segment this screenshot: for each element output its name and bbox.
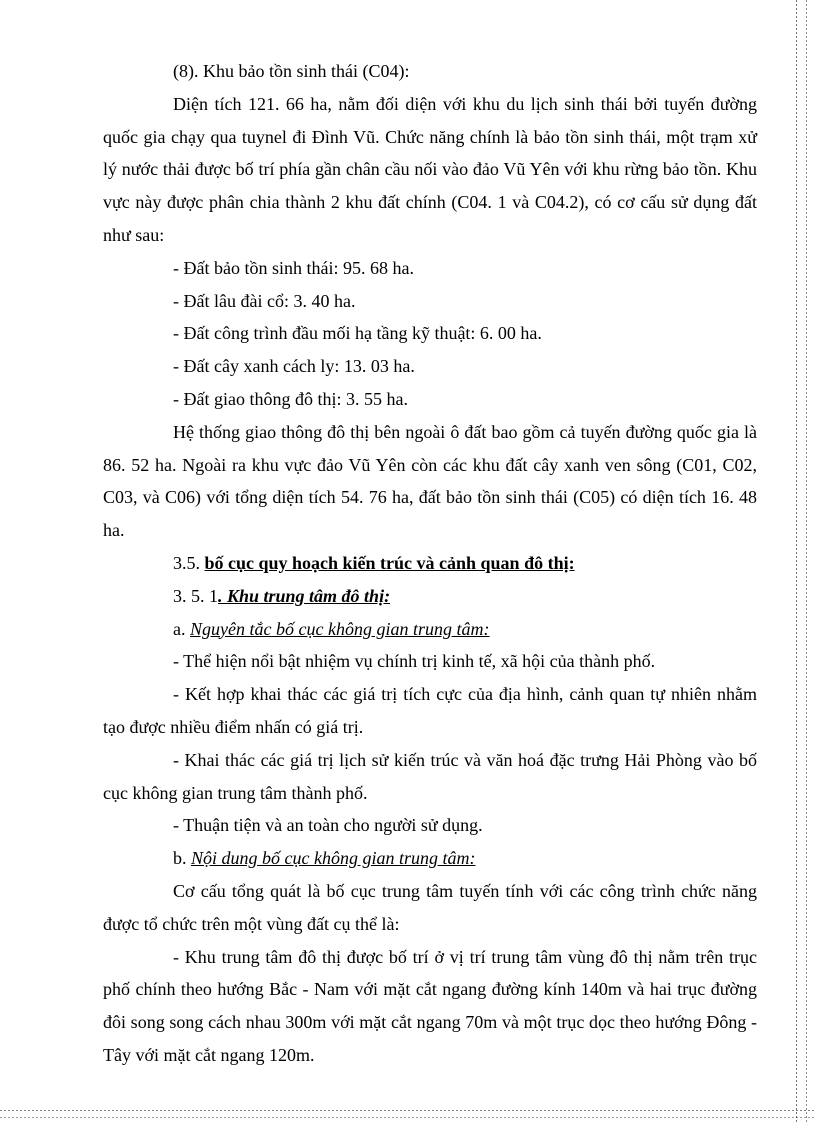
section-heading-3-5 <box>103 547 757 580</box>
page-border-right-outer <box>806 0 807 1123</box>
list-item: - Đất lâu đài cổ: 3. 40 ha. <box>173 290 356 311</box>
list-item: - Đất bảo tồn sinh thái: 95. 68 ha. <box>173 257 414 278</box>
subheading-b <box>103 842 757 875</box>
list-item: - Khu trung tâm đô thị được bố trí ở vị trí trung tâm vùng đô thị nằm trên trục phố chính theo hướng Bắc - Nam với mặt cắt ngang đường kính 140m và hai trục đường đôi song song cách nhau 300m với mặt cắt ngang 70m và một trục dọc theo hướng Đông - Tây với mặt cắt ngang 120m. <box>103 946 757 1065</box>
section-heading-3-5-1 <box>103 580 757 613</box>
section-number: 3.5. <box>173 552 205 573</box>
document-body <box>103 55 757 1072</box>
subheading-title: Nguyên tắc bố cục không gian trung tâm: <box>190 618 490 639</box>
subheading-label: a. <box>173 618 190 639</box>
section-number: 3. 5. 1 <box>173 585 218 606</box>
heading-khu-bao-ton: (8). Khu bảo tồn sinh thái (C04): <box>173 61 410 81</box>
subheading-label: b. <box>173 848 191 869</box>
subheading-a <box>103 613 757 646</box>
page-border-right <box>796 0 797 1123</box>
paragraph-he-thong-giao-thong: Hệ thống giao thông đô thị bên ngoài ô đất bao gồm cả tuyến đường quốc gia là 86. 52 ha. Ngoài ra khu vực đảo Vũ Yên còn các khu đất cây xanh ven sông (C01, C02, C03, và C06) với tổng diện tích 54. 76 ha, đất bảo tồn sinh thái (C05) có diện tích 16. 48 ha. <box>103 421 757 541</box>
list-item: - Đất giao thông đô thị: 3. 55 ha. <box>173 388 408 409</box>
section-title: . Khu trung tâm đô thị: <box>218 585 391 606</box>
list-item: - Kết hợp khai thác các giá trị tích cực của địa hình, cảnh quan tự nhiên nhằm tạo được nhiều điểm nhấn có giá trị. <box>103 684 757 737</box>
list-item: - Thuận tiện và an toàn cho người sử dụng. <box>173 815 483 836</box>
list-item: - Khai thác các giá trị lịch sử kiến trúc và văn hoá đặc trưng Hải Phòng vào bố cục không gian trung tâm thành phố. <box>103 749 757 803</box>
list-item: - Đất công trình đầu mối hạ tầng kỹ thuật: 6. 00 ha. <box>173 323 542 344</box>
page-border-bottom <box>0 1110 816 1111</box>
list-item: - Thể hiện nổi bật nhiệm vụ chính trị kinh tế, xã hội của thành phố. <box>173 651 656 672</box>
paragraph-co-cau: Cơ cấu tổng quát là bố cục trung tâm tuyến tính với các công trình chức năng được tổ chức trên một vùng đất cụ thể là: <box>103 880 757 934</box>
section-title: bố cục quy hoạch kiến trúc và cảnh quan đô thị: <box>204 552 575 573</box>
subheading-title: Nội dung bố cục không gian trung tâm: <box>191 848 476 869</box>
list-item: - Đất cây xanh cách ly: 13. 03 ha. <box>173 356 415 377</box>
page-border-bottom-outer <box>0 1117 816 1118</box>
paragraph-dien-tich: Diện tích 121. 66 ha, nằm đối diện với khu du lịch sinh thái bởi tuyến đường quốc gia chạy qua tuynel đi Đình Vũ. Chức năng chính là bảo tồn sinh thái, một trạm xử lý nước thải được bố trí phía gần chân cầu nối vào đảo Vũ Yên với khu rừng bảo tồn. Khu vực này được phân chia thành 2 khu đất chính (C04. 1 và C04.2), có cơ cấu sử dụng đất như sau: <box>103 93 757 245</box>
